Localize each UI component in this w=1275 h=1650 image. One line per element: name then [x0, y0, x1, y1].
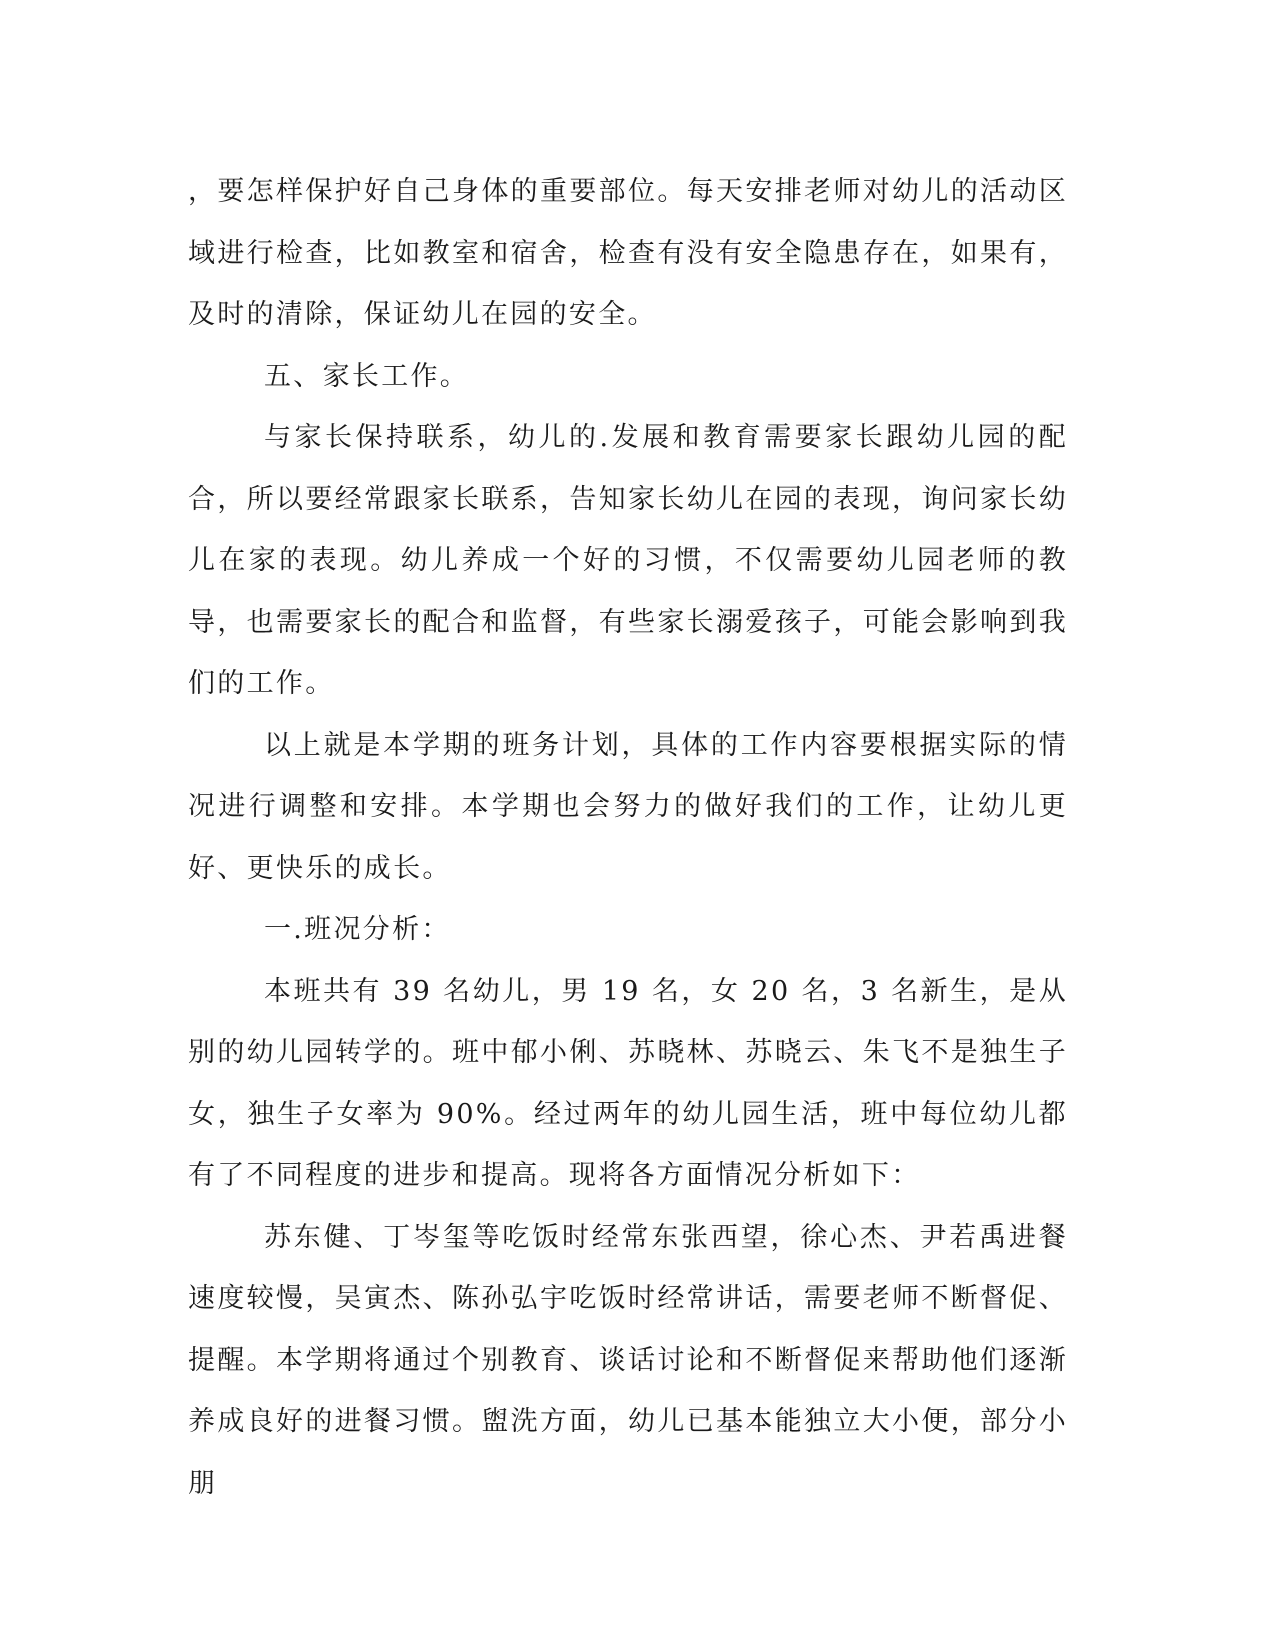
- paragraph-class-overview: 本班共有 39 名幼儿，男 19 名，女 20 名，3 名新生，是从别的幼儿园转学的。班中郁小俐、苏晓林、苏晓云、朱飞不是独生子女，独生子女率为 90%。经过两年的幼儿园生活，班中每位幼儿都有了不同程度的进步和提高。现将各方面情况分析如下：: [188, 975, 1068, 1191]
- heading-class-analysis: 一.班况分析：: [264, 914, 451, 945]
- paragraph-safety-continued: ，要怎样保护好自己身体的重要部位。每天安排老师对幼儿的活动区域进行检查，比如教室和宿舍，检查有没有安全隐患存在，如果有，及时的清除，保证幼儿在园的安全。: [188, 176, 1068, 330]
- paragraph-plan-summary: 以上就是本学期的班务计划，具体的工作内容要根据实际的情况进行调整和安排。本学期也会努力的做好我们的工作，让幼儿更好、更快乐的成长。: [188, 729, 1068, 884]
- document-body: [188, 161, 1068, 1514]
- paragraph-eating-habits: 苏东健、丁岑玺等吃饭时经常东张西望，徐心杰、尹若禹进餐速度较慢，吴寅杰、陈孙弘宇吃饭时经常讲话，需要老师不断督促、提醒。本学期将通过个别教育、谈话讨论和不断督促来帮助他们逐渐养成良好的进餐习惯。盥洗方面，幼儿已基本能独立大小便，部分小朋: [188, 1221, 1068, 1499]
- paragraph-parent-contact: 与家长保持联系，幼儿的.发展和教育需要家长跟幼儿园的配合，所以要经常跟家长联系，告知家长幼儿在园的表现，询问家长幼儿在家的表现。幼儿养成一个好的习惯，不仅需要幼儿园老师的教导，也需要家长的配合和监督，有些家长溺爱孩子，可能会影响到我们的工作。: [188, 422, 1068, 699]
- heading-parent-work: 五、家长工作。: [264, 360, 470, 392]
